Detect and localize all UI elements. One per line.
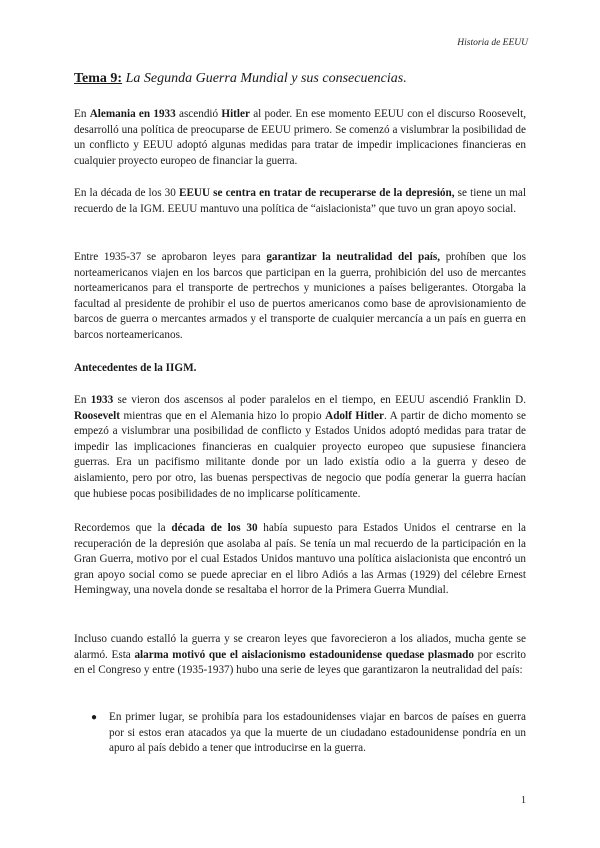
title-label: Tema 9:	[74, 71, 123, 86]
running-header: Historia de EEUU	[457, 38, 528, 48]
paragraph-5: Recordemos que la década de los 30 había supuesto para Estados Unidos el centrarse en la recuperación de la depresión que asolaba al país. Se tenía un mal recuerdo de la participación en la Gran Guerra, motivo por el cual Estados Unidos mantuvo una política aislacionista que encontró un gran apoyo social como se puede apreciar en el libro Adiós a las Armas (1929) del célebre Ernest Hemingway, una novela donde se resaltaba el horror de la Primera Guerra Mundial.	[74, 522, 526, 597]
bullet-item-1: En primer lugar, se prohibía para los estadounidenses viajar en barcos de países en guerra por si estos eran atacados ya que la muerte de un ciudadano estadounidense pondría en un apuro al país debido a tener que introducirse en la guerra.	[109, 711, 526, 755]
paragraph-2: En la década de los 30 EEUU se centra en tratar de recuperarse de la depresión, se tiene un mal recuerdo de la IGM. EEUU mantuvo una política de “aislacionista” que tuvo un gran apoyo social.	[74, 187, 527, 215]
paragraph-1: En Alemania en 1933 ascendió Hitler al poder. En ese momento EEUU con el discurso Roosevelt, desarrolló una política de preocuparse de EEUU primero. Se comenzó a vislumbrar la posibilidad de un conflicto y EEUU adoptó algunas medidas para tratar de impedir implicaciones financieras en cualquier proyecto europeo de financiar la guerra.	[74, 108, 526, 167]
title-subtitle: La Segunda Guerra Mundial y sus consecuencias.	[122, 71, 407, 86]
paragraph-4: En 1933 se vieron dos ascensos al poder paralelos en el tiempo, en EEUU ascendió Franklin D. Roosevelt mientras que en el Alemania hizo lo propio Adolf Hitler. A partir de dicho momento se empezó a vislumbrar una posibilidad de conflicto y Estados Unidos adoptó medidas para tratar de impedir las implicaciones financieras en cualquier proyecto europeo que supusiese financiera guerras. Era un pacifismo militante donde por un lado existía odio a la guerra y deseo de aislamiento, pero por otro, las buenas perspectivas de negocio que podía generar la guerra hacían que hubiese pocas posibilidades de no implicarse políticamente.	[74, 394, 526, 500]
paragraph-6: Incluso cuando estalló la guerra y se crearon leyes que favorecieron a los aliados, mucha gente se alarmó. Esta alarma motivó que el aislacionismo estadounidense quedase plasmado por escrito en el Congreso y entre (1935-1937) hubo una serie de leyes que garantizaron la neutralidad del país:	[74, 633, 527, 677]
paragraph-3: Entre 1935-37 se aprobaron leyes para garantizar la neutralidad del país, prohíben que los norteamericanos viajen en los barcos que participan en la guerra, prohibición del uso de mercantes norteamericanos para el transporte de pertrechos y municiones a países beligerantes. Otorgaba la facultad al presidente de prohibir el uso de puertos americanos como base de aprovisionamiento de barcos de guerra o mercantes armados y el transporte de cualquier mercancía a un país en guerra en barcos norteamericanos.	[74, 251, 526, 341]
section-heading: Antecedentes de la IIGM.	[74, 362, 197, 374]
bullet-dot-icon: ●	[91, 712, 98, 723]
document-title	[74, 71, 407, 87]
page-number: 1	[521, 795, 526, 806]
